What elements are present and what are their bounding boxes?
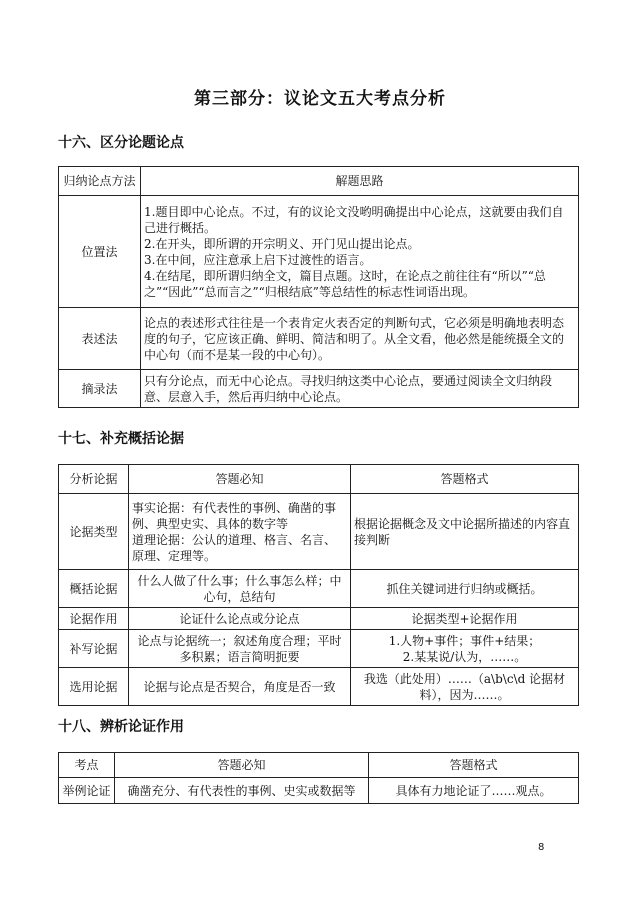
page-title: 第三部分：议论文五大考点分析	[194, 89, 446, 109]
analysis-cell: 选用论据	[59, 668, 129, 706]
section-17-heading: 十七、补充概括论据	[58, 431, 184, 447]
format-cell: 根据论据概念及文中论据所描述的内容直接判断	[351, 494, 579, 570]
knowledge-cell: 确凿充分、有代表性的事例、史实或数据等	[115, 778, 369, 804]
format-line: 2.某某说/认为，……。	[402, 649, 527, 664]
table-header-row	[59, 753, 579, 778]
analysis-cell: 补写论据	[59, 630, 129, 668]
approach-line: 2.在开头，即所谓的开宗明义、开门见山提出论点。	[144, 236, 420, 251]
section-16-heading: 十六、区分论题论点	[58, 135, 184, 151]
approach-line: 1.题目即中心论点。不过，有的议论文没哟明确提出中心论点，这就要由我们自己进行概括。	[144, 204, 564, 235]
header-knowledge: 答题必知	[129, 465, 351, 494]
table-18	[58, 752, 579, 804]
table-17	[58, 464, 579, 706]
table-row	[59, 308, 579, 370]
table-header-row	[59, 167, 579, 196]
header-method: 归纳论点方法	[59, 167, 141, 196]
approach-line: 3.在中间，应注意承上启下过渡性的语言。	[144, 252, 372, 267]
format-line: 1.人物+事件；事件+结果；	[388, 633, 541, 648]
table-row	[59, 630, 579, 668]
method-cell: 表述法	[59, 308, 141, 370]
knowledge-line: 事实论据：有代表性的事例、确凿的事例、典型史实、具体的数字等	[132, 500, 337, 531]
header-format: 答题格式	[351, 465, 579, 494]
header-approach: 解题思路	[141, 167, 579, 196]
knowledge-cell: 论证什么论点或分论点	[129, 608, 351, 630]
knowledge-cell	[129, 494, 351, 570]
section-18-heading: 十八、辨析论证作用	[58, 719, 184, 735]
header-format: 答题格式	[369, 753, 579, 778]
table-row	[59, 668, 579, 706]
format-cell	[351, 630, 579, 668]
table-row	[59, 608, 579, 630]
header-point: 考点	[59, 753, 115, 778]
method-cell: 位置法	[59, 196, 141, 308]
table-row	[59, 778, 579, 804]
table-row	[59, 196, 579, 308]
approach-line: 4.在结尾，即所谓归纳全文，篇目点题。这时，在论点之前往往有“所以”“总之”“因此”“总而言之”“归根结底”等总结性的标志性词语出现。	[144, 268, 546, 299]
table-header-row	[59, 465, 579, 494]
method-cell: 摘录法	[59, 370, 141, 408]
format-cell: 具体有力地论证了……观点。	[369, 778, 579, 804]
analysis-cell: 论据作用	[59, 608, 129, 630]
knowledge-cell: 什么人做了什么事；什么事怎么样；中心句，总结句	[129, 570, 351, 608]
format-cell: 论据类型+论据作用	[351, 608, 579, 630]
point-cell: 举例论证	[59, 778, 115, 804]
analysis-cell: 论据类型	[59, 494, 129, 570]
approach-cell: 只有分论点，而无中心论点。寻找归纳这类中心论点，要通过阅读全文归纳段意、层意入手，然后再归纳中心论点。	[141, 370, 579, 408]
knowledge-line: 道理论据：公认的道理、格言、名言、原理、定理等。	[132, 532, 337, 563]
table-row	[59, 370, 579, 408]
page-number: 8	[538, 842, 545, 853]
knowledge-cell: 论据与论点是否契合，角度是否一致	[129, 668, 351, 706]
table-row	[59, 494, 579, 570]
header-knowledge: 答题必知	[115, 753, 369, 778]
approach-cell	[141, 196, 579, 308]
analysis-cell: 概括论据	[59, 570, 129, 608]
approach-cell: 论点的表述形式往往是一个表肯定火表否定的判断句式，它必须是明确地表明态度的句子，它应该正确、鲜明、简洁和明了。从全文看，他必然是能统摄全文的中心句（而不是某一段的中心句）。	[141, 308, 579, 370]
header-analysis: 分析论据	[59, 465, 129, 494]
format-cell: 我选（此处用）……（a\b\c\d 论据材料），因为……。	[351, 668, 579, 706]
table-row	[59, 570, 579, 608]
table-16	[58, 166, 579, 408]
format-cell: 抓住关键词进行归纳或概括。	[351, 570, 579, 608]
knowledge-cell: 论点与论据统一；叙述角度合理；平时多积累；语言简明扼要	[129, 630, 351, 668]
